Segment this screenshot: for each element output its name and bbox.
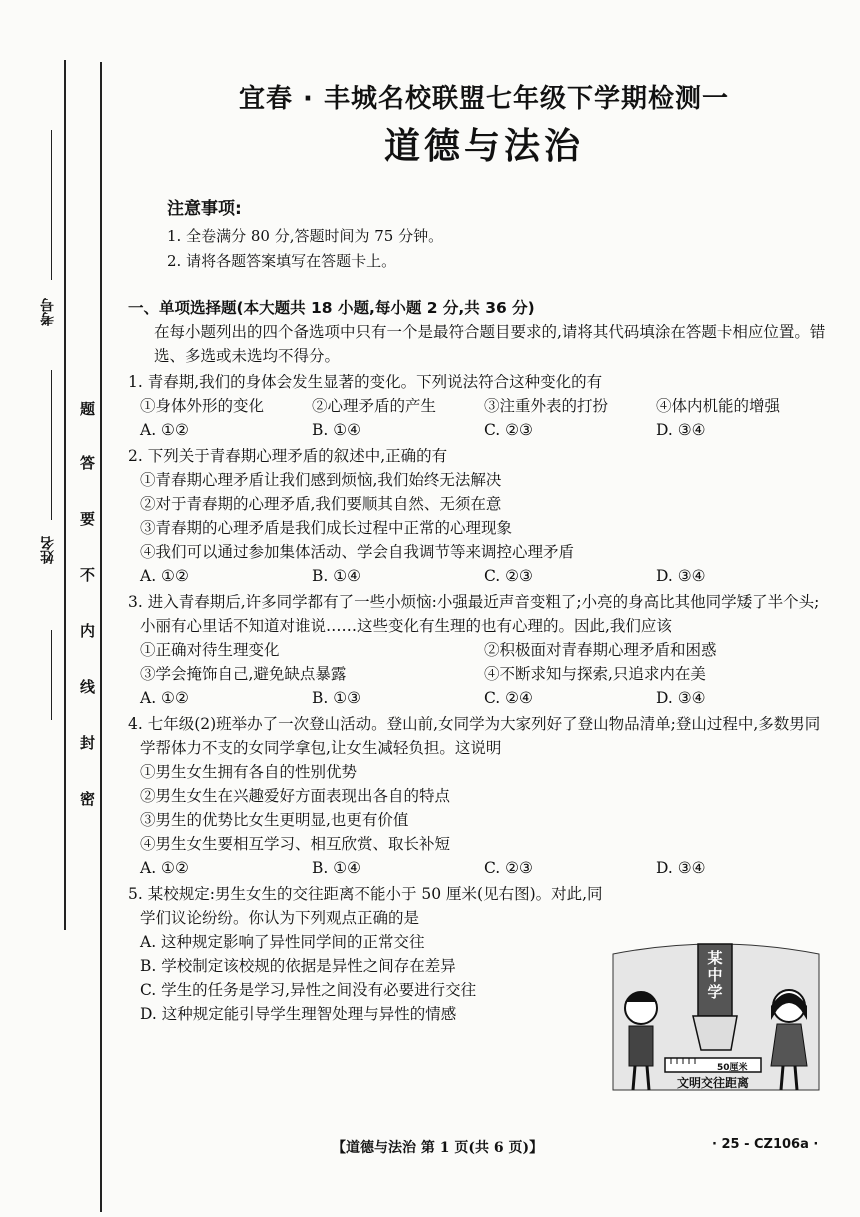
statement: ①青春期心理矛盾让我们感到烦恼,我们始终无法解决 [140, 471, 502, 489]
statement: ②男生女生在兴趣爱好方面表现出各自的特点 [140, 787, 451, 805]
question-1 [128, 370, 828, 442]
question-5 [128, 882, 603, 1026]
option: C. ②④ [484, 689, 533, 707]
cartoon-illustration [605, 940, 827, 1100]
statement: ③青春期的心理矛盾是我们成长过程中正常的心理现象 [140, 519, 513, 537]
question-3 [128, 590, 828, 710]
option: D. ③④ [656, 567, 706, 585]
exam-title: 宜春 · 丰城名校联盟七年级下学期检测一 [239, 84, 729, 114]
binding-outer-line [64, 60, 66, 930]
statement: ④不断求知与探索,只追求内在美 [484, 665, 706, 683]
option-row [128, 418, 828, 442]
cartoon-ruler-text: 50厘米 [717, 1063, 748, 1073]
seal-char-5: 内 [80, 622, 96, 640]
kaohao-label: 考号 [40, 298, 56, 326]
statement-row [128, 394, 828, 418]
binding-strip [0, 0, 108, 1217]
xingming-underline-2 [51, 630, 52, 720]
seal-char-8: 密 [80, 790, 96, 808]
section-instruction: 在每小题列出的四个备选项中只有一个是最符合题目要求的,请将其代码填涂在答题卡相应位置。错选、多选或未选均不得分。 [154, 323, 826, 365]
option-row [128, 686, 828, 710]
option-row [128, 564, 828, 588]
option: C. ②③ [484, 421, 533, 439]
seal-char-3: 要 [80, 510, 96, 528]
statement: ④体内机能的增强 [656, 397, 781, 415]
cartoon-caption: 文明交往距离 [676, 1076, 749, 1090]
question-stem: 1. 青春期,我们的身体会发生显著的变化。下列说法符合这种变化的有 [128, 373, 603, 391]
notice-item: 1. 全卷满分 80 分,答题时间为 75 分钟。 [167, 227, 444, 245]
statement-row [128, 662, 828, 686]
question-stem: 3. 进入青春期后,许多同学都有了一些小烦恼:小强最近声音变粗了;小亮的身高比其他同学矮了半个头;小丽有心里话不知道对谁说……这些变化有生理的也有心理的。因此,我们应该 [128, 593, 820, 635]
option: D. ③④ [656, 859, 706, 877]
option: B. ①④ [312, 567, 362, 585]
section-title: 一、单项选择题(本大题共 18 小题,每小题 2 分,共 36 分) [128, 299, 535, 317]
question-stem: 5. 某校规定:男生女生的交往距离不能小于 50 厘米(见右图)。对此,同学们议论纷纷。你认为下列观点正确的是 [128, 885, 603, 927]
statement: ②对于青春期的心理矛盾,我们要顺其自然、无须在意 [140, 495, 502, 513]
statement: ③学会掩饰自己,避免缺点暴露 [140, 665, 347, 683]
statement: ③注重外表的打扮 [484, 397, 609, 415]
kaohao-underline [51, 130, 52, 280]
question-stem: 4. 七年级(2)班举办了一次登山活动。登山前,女同学为大家列好了登山物品清单;登山过程中,多数男同学帮体力不支的女同学拿包,让女生减轻负担。这说明 [128, 715, 821, 757]
option: C. ②③ [484, 859, 533, 877]
option: A. ①② [140, 421, 189, 439]
subject-title: 道德与法治 [383, 126, 584, 167]
xingming-underline [51, 370, 52, 520]
seal-char-7: 封 [80, 734, 96, 752]
option: A. 这种规定影响了异性同学间的正常交往 [140, 933, 425, 951]
option: D. ③④ [656, 689, 706, 707]
question-stem: 2. 下列关于青春期心理矛盾的叙述中,正确的有 [128, 447, 448, 465]
option: B. ①③ [312, 689, 362, 707]
option: A. ①② [140, 567, 189, 585]
notice-heading: 注意事项: [167, 199, 242, 219]
statement: ④男生女生要相互学习、相互欣赏、取长补短 [140, 835, 451, 853]
notice-block [167, 194, 443, 275]
cartoon-sleeve-text: 某中学 [707, 949, 723, 1001]
option: D. 这种规定能引导学生理智处理与异性的情感 [140, 1005, 457, 1023]
statement: ①正确对待生理变化 [140, 641, 280, 659]
option: C. 学生的任务是学习,异性之间没有必要进行交往 [140, 981, 477, 999]
option: B. 学校制定该校规的依据是异性之间存在差异 [140, 957, 456, 975]
question-4 [128, 712, 828, 880]
option-row [128, 856, 828, 880]
binding-inner-line [100, 62, 102, 1212]
seal-char-2: 答 [80, 454, 96, 472]
statement: ②心理矛盾的产生 [312, 397, 437, 415]
option: B. ①④ [312, 859, 362, 877]
statement-row [128, 638, 828, 662]
notice-item: 2. 请将各题答案填写在答题卡上。 [167, 252, 397, 270]
option: D. ③④ [656, 421, 706, 439]
page-footer-center: 【道德与法治 第 1 页(共 6 页)】 [332, 1140, 544, 1156]
statement: ①男生女生拥有各自的性别优势 [140, 763, 358, 781]
xingming-label: 姓名 [40, 536, 56, 564]
statement: ③男生的优势比女生更明显,也更有价值 [140, 811, 409, 829]
question-2 [128, 444, 828, 588]
statement: ①身体外形的变化 [140, 397, 265, 415]
option: A. ①② [140, 689, 189, 707]
question-area [128, 296, 828, 1026]
option: B. ①④ [312, 421, 362, 439]
statement: ④我们可以通过参加集体活动、学会自我调节等来调控心理矛盾 [140, 543, 575, 561]
option: C. ②③ [484, 567, 533, 585]
statement: ②积极面对青春期心理矛盾和困惑 [484, 641, 717, 659]
seal-char-1: 题 [80, 400, 96, 418]
page-footer-code: · 25 - CZ106a · [712, 1137, 819, 1152]
seal-char-6: 线 [80, 678, 96, 696]
option: A. ①② [140, 859, 189, 877]
seal-char-4: 不 [80, 566, 96, 584]
